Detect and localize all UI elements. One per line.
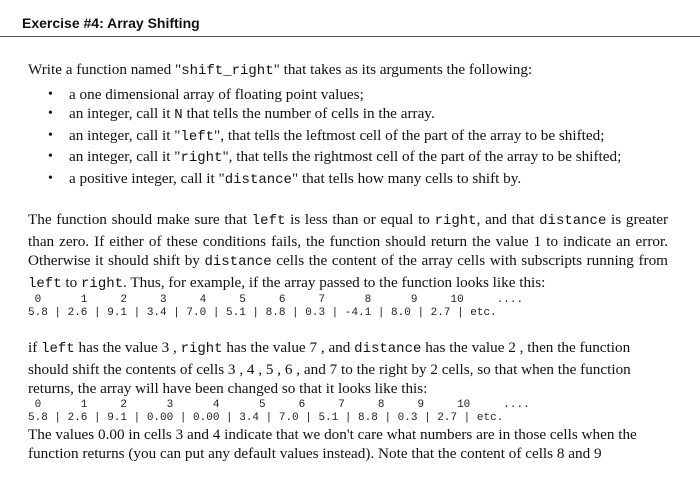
- intro-text-pre: Write a function named ": [28, 61, 182, 78]
- exercise-title: Exercise #4: Array Shifting: [22, 15, 200, 31]
- function-name-code: shift_right: [181, 63, 274, 79]
- array-before-example: [28, 294, 668, 320]
- conditions-paragraph: The function should make sure that left is less than or equal to right, and that distance is greater than zero. If either of these conditions fails, the function should return the value 1 to indicate an error. Otherwise it should shift by distance cells the content of the array cells with subscripts running from left to right. Thus, for example, if the array passed to the function looks like this:: [28, 211, 669, 292]
- intro-text-post: " that takes as its arguments the following:: [273, 61, 533, 78]
- argument-item: • an integer, call it "right", that tells the rightmost cell of the part of the array to be shifted;: [69, 147, 668, 169]
- argument-item: • an integer, call it N that tells the number of cells in the array.: [69, 104, 668, 126]
- argument-list: [28, 85, 668, 191]
- arg-code: distance: [224, 171, 292, 188]
- example-paragraph: if left has the value 3 , right has the value 7 , and distance has the value 2 , then the function should shift the contents of cells 3 , 4 , 5 , 6 , and 7 to the right by 2 cells, so that when the function returns, the array will have been changed so that it looks like this:: [28, 339, 631, 397]
- array-values-row: 5.8 | 2.6 | 9.1 | 0.00 | 0.00 | 3.4 | 7.0 | 5.1 | 8.8 | 0.3 | 2.7 | etc.: [28, 411, 504, 424]
- arg-code: right: [180, 150, 223, 166]
- array-indices-row: 0 1 2 3 4 5 6 7 8 9 10 ....: [28, 294, 524, 306]
- exercise-body: [28, 60, 668, 464]
- closing-paragraph: The values 0.00 in cells 3 and 4 indicate that we don't care what numbers are in those cells when the function returns (you can put any default values instead). Note that the content of cells 8 and 9: [28, 425, 637, 462]
- arg-code: N: [174, 107, 183, 123]
- argument-item: • an integer, call it "left", that tells the leftmost cell of the part of the array to be shifted;: [69, 126, 668, 148]
- array-after-example: [28, 399, 668, 425]
- array-values-row: 5.8 | 2.6 | 9.1 | 3.4 | 7.0 | 5.1 | 8.8 | 0.3 | -4.1 | 8.0 | 2.7 | etc.: [28, 307, 497, 319]
- intro-paragraph: [28, 60, 668, 82]
- argument-item: • a one dimensional array of floating point values;: [69, 85, 668, 105]
- exercise-header: [0, 0, 700, 37]
- argument-item: • a positive integer, call it "distance" that tells how many cells to shift by.: [69, 169, 668, 191]
- array-indices-row: 0 1 2 3 4 5 6 7 8 9 10 ....: [28, 398, 530, 411]
- arg-code: left: [180, 128, 215, 145]
